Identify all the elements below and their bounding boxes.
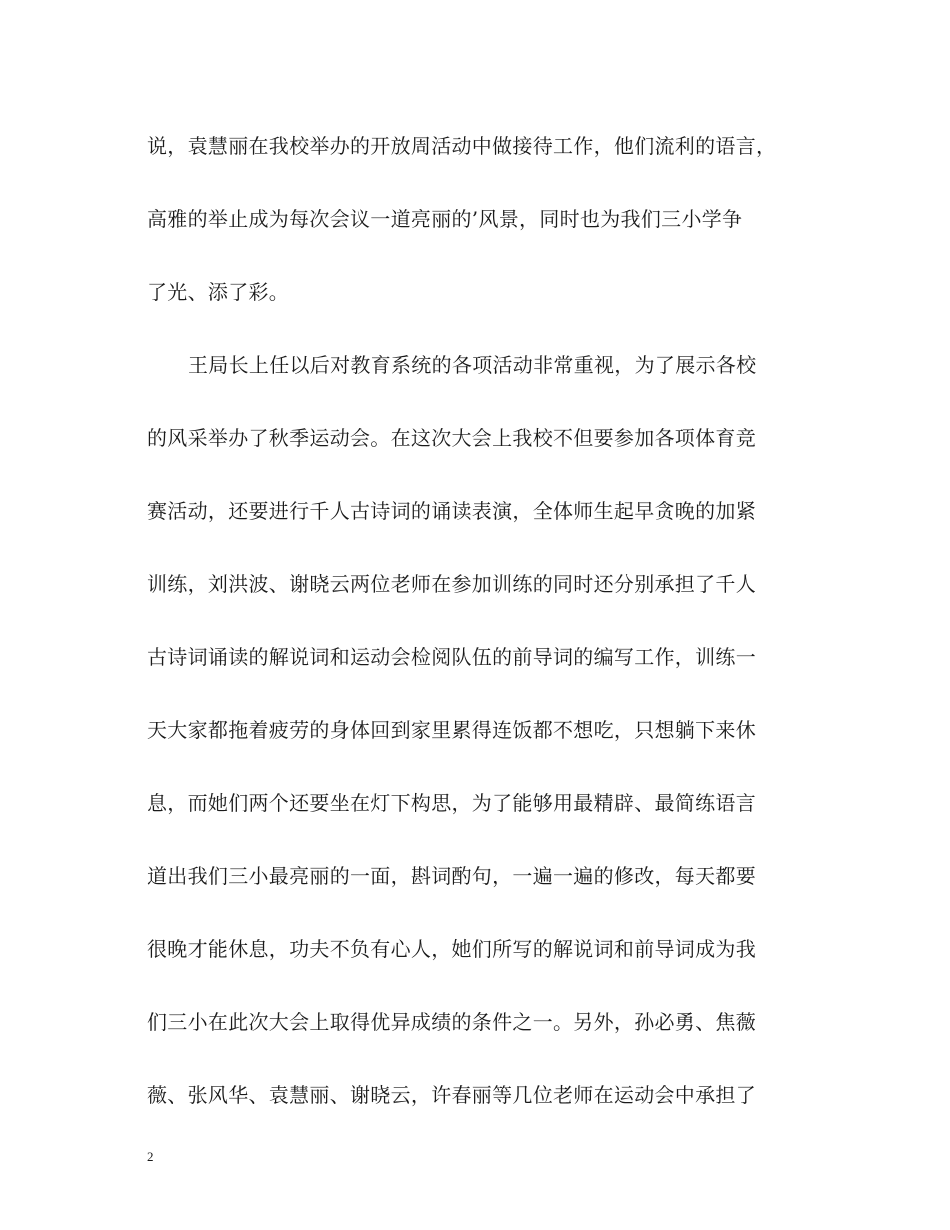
text-line: 们三小在此次大会上取得优异成绩的条件之一。另外，孙必勇、焦薇 [147,1010,756,1034]
text-line: 古诗词诵读的解说词和运动会检阅队伍的前导词的编写工作，训练一 [147,645,756,669]
text-line: 薇、张风华、袁慧丽、谢晓云，许春丽等几位老师在运动会中承担了 [147,1083,756,1107]
page-number: 2 [147,1149,154,1164]
text-line: 的风采举办了秋季运动会。在这次大会上我校不但要参加各项体育竞 [147,426,756,450]
text-line: 高雅的举止成为每次会议一道亮丽的’风景，同时也为我们三小学争 [147,207,743,231]
text-line: 很晚才能休息，功夫不负有心人，她们所写的解说词和前导词成为我 [147,937,756,961]
text-line: 赛活动，还要进行千人古诗词的诵读表演，全体师生起早贪晚的加紧 [147,499,756,523]
text-line: 道出我们三小最亮丽的一面，斟词酌句，一遍一遍的修改，每天都要 [147,864,756,888]
text-line: 训练，刘洪波、谢晓云两位老师在参加训练的同时还分别承担了千人 [147,572,756,596]
paragraph-first-line: 王局长上任以后对教育系统的各项活动非常重视，为了展示各校 [188,353,757,377]
text-line: 息，而她们两个还要坐在灯下构思，为了能够用最精辟、最简练语言 [147,791,756,815]
text-line: 了光、添了彩。 [147,280,290,304]
text-line: 天大家都拖着疲劳的身体回到家里累得连饭都不想吃，只想躺下来休 [147,718,756,742]
text-line: 说，袁慧丽在我校举办的开放周活动中做接待工作，他们流利的语言， [147,134,777,158]
